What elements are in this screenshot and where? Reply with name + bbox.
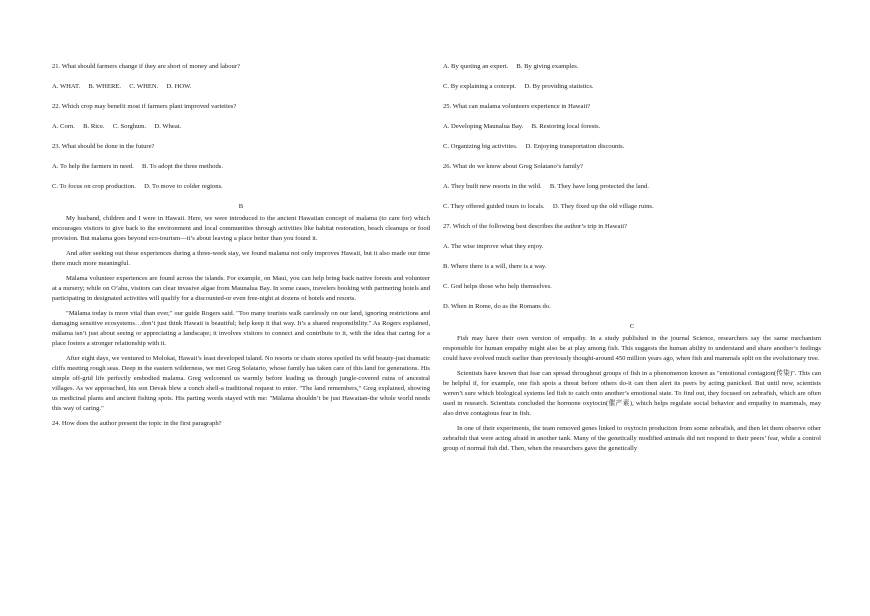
- question-24: 24. How does the author present the topic in the first paragraph?: [52, 420, 222, 427]
- question-26-options-cd: C. They offered guided tours to locals. D. They fixed up the old village ruins.: [443, 203, 654, 210]
- passage-b-paragraph: And after seeking out these experiences during a three-week stay, we found malama not only improves Hawaii, but it also made our time there much more meaningful.: [52, 250, 430, 267]
- question-22: 22. Which crop may benefit most if farmers plant improved varieties?: [52, 103, 237, 110]
- question-27-option-c: C. God helps those who help themselves.: [443, 283, 552, 290]
- question-24-options-cd: C. By explaining a concept. D. By providing statistics.: [443, 83, 594, 90]
- right-column: [443, 62, 821, 459]
- question-27: 27. Which of the following best describes the author’s trip in Hawaii?: [443, 223, 627, 230]
- left-column: [52, 62, 430, 439]
- question-27-option-a: A. The wise improve what they enjoy.: [443, 243, 544, 250]
- question-21: 21. What should farmers change if they are short of money and labour?: [52, 63, 240, 70]
- section-b-heading: B: [238, 203, 244, 210]
- section-c-heading: C: [629, 323, 635, 330]
- question-25: 25. What can malama volunteers experience in Hawaii?: [443, 103, 591, 110]
- question-27-option-b: B. Where there is a will, there is a way.: [443, 263, 547, 270]
- question-26-options-ab: A. They built new resorts in the wild. B. They have long protected the land.: [443, 183, 649, 190]
- passage-b-paragraph: "Mālama today is more vital than ever," our guide Rogers said. "Too many tourists walk carelessly on our land, ignoring restrictions and damaging sensitive ecosystems…don’t just think Hawaii is beautiful; help keep it that way. It’s a shared responsibility." As Rogers explained, mālama isn’t just about seeing or appreciating a landscape; it involves visitors to connect and contribute to it, with the idea that caring for a place fosters a stronger relationship with it.: [52, 310, 430, 347]
- question-27-option-d: D. When in Rome, do as the Romans do.: [443, 303, 551, 310]
- passage-c-paragraph: Scientists have known that fear can spread throughout groups of fish in a phenomenon known as "emotional contagion(传染)". This can be helpful if, for example, one fish spots a threat before others do-it can then alert its peers by acting panicked. But until now, scientists weren’t sure which biological systems led fish to catch onto another’s emotional state. To find out, they focused on zebrafish, which are often used in research. Scientists concluded the hormone oxytocin(催产素), which helps regulate social behavior and empathy in mammals, may also drive contagious fear in fish.: [443, 370, 821, 417]
- passage-b-paragraph: My husband, children and I were in Hawaii. Here, we were introduced to the ancient Hawaiian concept of malama (to care for) which encourages visitors to give back to the environment and local communities through activities like habitat restoration, beach cleanups or food provision. But malama goes beyond eco-tourism—it’s about leaving a place better than you found it.: [52, 215, 430, 242]
- question-24-options-ab: A. By quoting an expert. B. By giving examples.: [443, 63, 579, 70]
- question-21-options: A. WHAT. B. WHERE. C. WHEN. D. HOW.: [52, 83, 192, 90]
- question-22-options: A. Corn. B. Rice. C. Sorghum. D. Wheat.: [52, 123, 182, 130]
- question-26: 26. What do we know about Greg Solatano’s family?: [443, 163, 583, 170]
- question-25-options-ab: A. Developing Maunalua Bay. B. Restoring local forests.: [443, 123, 601, 130]
- question-23: 23. What should be done in the future?: [52, 143, 155, 150]
- passage-c-paragraph: Fish may have their own version of empathy. In a study published in the journal Science, researchers say the same mechanism responsible for human empathy might also be at play among fish. This suggests the human ability to understand and share another’s feelings could have evolved much earlier than previously thought-around 450 million years ago, when fish and mammals split on the evolutionary tree.: [443, 335, 821, 362]
- question-23-options-cd: C. To focus on crop production. D. To move to colder regions.: [52, 183, 223, 190]
- passage-b-paragraph: Mālama volunteer experiences are found across the islands. For example, on Maui, you can help bring back native forests and volunteer at a nursery; while on O’ahu, visitors can clear invasive algae from Maunalua Bay. In some cases, travelers booking with partnering hotels and participating in designated activities will qualify for a discounted-or even free-night at dozens of hotels and resorts.: [52, 275, 430, 302]
- passage-b-paragraph: After eight days, we ventured to Molokai, Hawaii’s least developed island. No resorts or chain stores spoiled its wild beauty-just dramatic cliffs meeting rough seas. Deep in the eastern wilderness, we met Greg Solatario, whose family has taken care of this land for generations. His simple off-grid life perfectly embodied malama. Greg welcomed us warmly before leading us through jungle-covered ruins of ancestral villages. As we approached, his son Devak blew a conch shell-a traditional request to enter. "The land remembers," Greg explained, showing us medicinal plants and ancient fishing spots. His parting words stayed with me: "Mālama shouldn’t be just Hawaiian-the whole world needs this way of caring.": [52, 355, 430, 412]
- passage-c-paragraph: In one of their experiments, the team removed genes linked to oxytocin production from some zebrafish, and then let them observe other zebrafish that were acting afraid in another tank. Many of the genetically modified animals did not respond to their peers’ fear, while a control group of normal fish did. Then, when the researchers gave the genetically: [443, 425, 821, 452]
- question-23-options-ab: A. To help the farmers in need. B. To adopt the three methods.: [52, 163, 223, 170]
- question-25-options-cd: C. Organizing big activities. D. Enjoying transportation discounts.: [443, 143, 625, 150]
